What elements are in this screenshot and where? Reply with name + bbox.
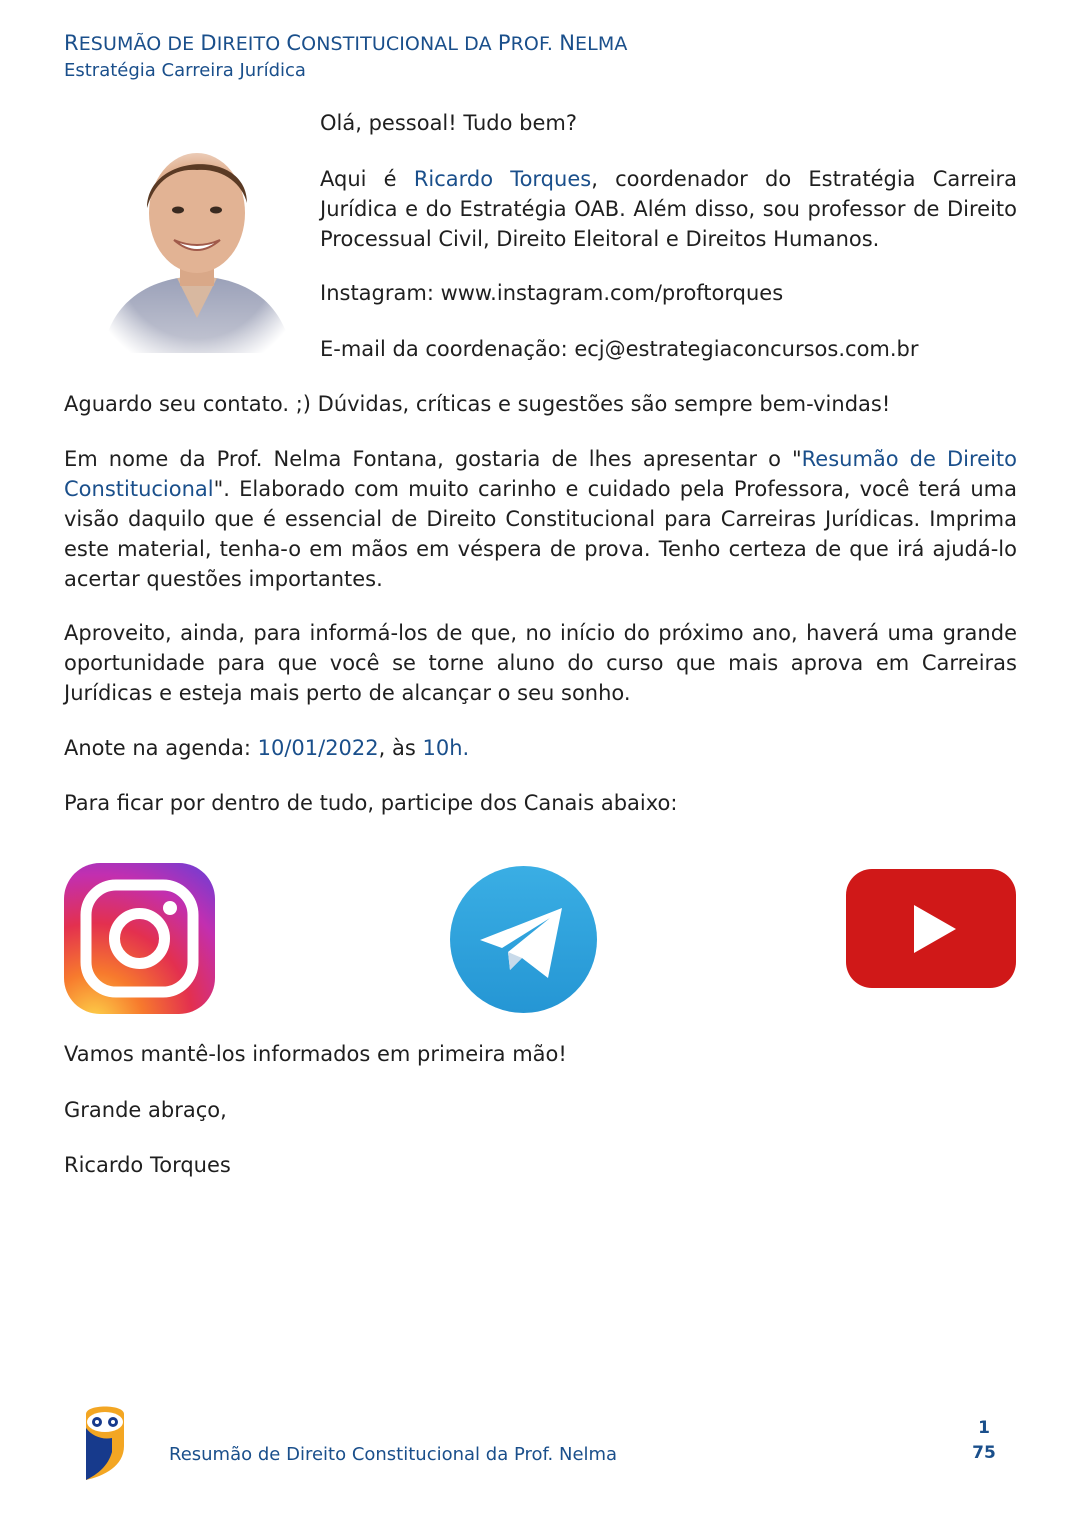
agenda-line: Anote na agenda: 10/01/2022, às 10h. <box>64 736 470 760</box>
header-title-part: ONSTITUCIONAL DA <box>301 33 498 55</box>
header-title-part: C <box>286 31 302 55</box>
bio-paragraph: Aqui é Ricardo Torques, coordenador do Estratégia Carreira Jurídica e do Estratégia OAB. Além disso, sou professor de Direito Processual Civil, Direito Eleitoral e Direitos Humanos. <box>320 167 1017 251</box>
header-title-part: R <box>64 31 79 55</box>
header-title <box>64 31 627 55</box>
agenda-time: 10h. <box>422 736 470 760</box>
page-number: 1 <box>978 1418 990 1438</box>
header-title-part: N <box>559 31 576 55</box>
header-subtitle: Estratégia Carreira Jurídica <box>64 60 306 81</box>
youtube-icon[interactable] <box>846 869 1016 988</box>
channels-line: Para ficar por dentro de tudo, participe dos Canais abaixo: <box>64 791 678 815</box>
agenda-date: 10/01/2022 <box>257 736 379 760</box>
presentation-paragraph: Em nome da Prof. Nelma Fontana, gostaria de lhes apresentar o "Resumão de Direito Constitucional". Elaborado com muito carinho e cuidado pela Professora, você terá uma visão daquilo que é essencial de Direito Constitucional para Carreiras Jurídicas. Imprima este material, tenha-o em mãos em véspera de prova. Tenho certeza de que irá ajudá-lo acertar questões importantes. <box>64 447 1017 591</box>
header-title-part: IREITO <box>216 33 287 55</box>
telegram-icon[interactable] <box>450 866 597 1013</box>
greeting: Olá, pessoal! Tudo bem? <box>320 111 578 135</box>
opportunity-paragraph: Aproveito, ainda, para informá-los de que, no início do próximo ano, haverá uma grande oportunidade para que você se torne aluno do curso que mais aprova em Carreiras Jurídicas e esteja mais perto de alcançar o seu sonho. <box>64 621 1017 705</box>
instagram-icon[interactable] <box>64 863 215 1014</box>
signature: Ricardo Torques <box>64 1153 231 1177</box>
owl-logo-icon <box>82 1400 128 1480</box>
contact-paragraph: Aguardo seu contato. ;) Dúvidas, críticas e sugestões são sempre bem-vindas! <box>64 392 891 416</box>
header-title-part: ESUMÃO DE <box>78 33 201 55</box>
header-title-part: D <box>200 31 217 55</box>
closing-line: Grande abraço, <box>64 1098 227 1122</box>
header-title-part: ROF. <box>510 33 560 55</box>
page-total: 75 <box>972 1443 996 1463</box>
informed-line: Vamos mantê-los informados em primeira mão! <box>64 1042 567 1066</box>
instagram-line: Instagram: www.instagram.com/proftorques <box>320 281 784 305</box>
coordinator-photo <box>92 128 302 353</box>
header-title-part: P <box>497 31 511 55</box>
footer-title: Resumão de Direito Constitucional da Prof. Nelma <box>169 1444 618 1465</box>
header-title-part: ELMA <box>575 33 628 55</box>
resumao-title: Resumão de Direito Constitucional <box>64 447 1017 501</box>
email-line: E-mail da coordenação: ecj@estrategiaconcursos.com.br <box>320 337 919 361</box>
coordinator-name: Ricardo Torques <box>413 167 592 191</box>
